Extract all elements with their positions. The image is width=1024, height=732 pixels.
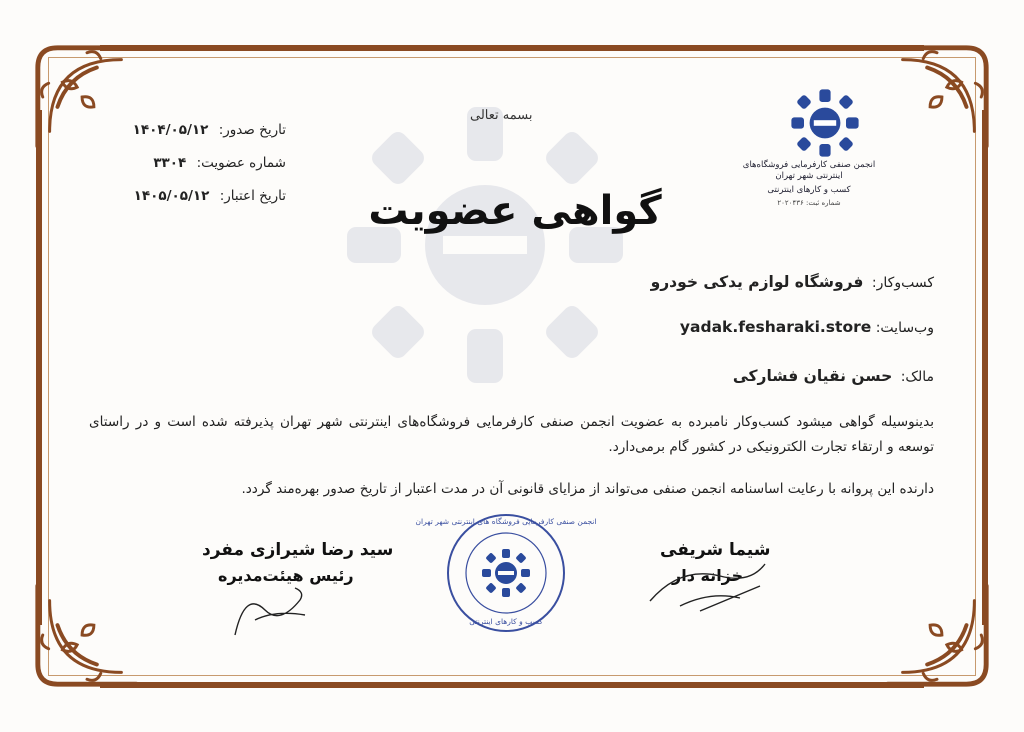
corner-ornament-top-right <box>878 38 996 156</box>
business-value: فروشگاه لوازم یدکی خودرو <box>650 273 864 291</box>
certificate-title: گواهی عضویت <box>368 188 662 234</box>
owner-value: حسن نقیان فشارکی <box>732 367 893 385</box>
website-value: yadak.fesharaki.store <box>679 318 872 336</box>
membership-no-row <box>153 155 286 171</box>
watermark-emblem <box>335 95 635 395</box>
issue-date-row <box>133 122 286 138</box>
treasurer-signature <box>640 556 780 616</box>
body-paragraph-1: بدینوسیله گواهی میشود کسب‌وکار نامبرده به عضویت انجمن صنفی کارفرمایی فروشگاه‌های اینترنتی شهر تهران پذیرفته شده است و در راستای توسعه و ارتقاء تجارت الکترونیکی در کشور گام برمی‌دارد. <box>89 414 934 455</box>
validity-date-label: تاریخ اعتبار: <box>219 188 286 204</box>
basmala: بسمه تعالی <box>470 108 533 123</box>
corner-ornament-bottom-right <box>878 576 996 694</box>
frame-right <box>982 110 988 625</box>
body-paragraph-2: دارنده این پروانه با رعایت اساسنامه انجمن صنفی می‌تواند از مزایای قانونی آن در مدت اعتبار از تاریخ صدور بهره‌مند گردد. <box>241 481 934 497</box>
chairman-role: رئیس هیئت‌مدیره <box>218 566 354 585</box>
owner-row <box>733 367 934 385</box>
business-row <box>651 273 934 291</box>
validity-date-value: ۱۴۰۵/۰۵/۱۲ <box>133 188 210 204</box>
owner-label: مالک: <box>900 369 934 385</box>
association-subtitle: کسب و کارهای اینترنتی <box>767 185 851 195</box>
validity-date-row <box>134 188 286 204</box>
treasurer-role: خزانه دار <box>672 566 744 585</box>
chairman-signature <box>225 580 315 640</box>
website-row <box>680 318 934 336</box>
treasurer-name: شیما شریفی <box>660 540 771 560</box>
chairman-name: سید رضا شیرازی مفرد <box>202 540 394 560</box>
seal-bottom-text: کسب و کارهای اینترنتی <box>469 617 543 626</box>
membership-no-value: ۳۳۰۴ <box>153 155 187 171</box>
association-registration: شماره ثبت: ۲۰۲۰۴۳۶ <box>777 199 841 207</box>
association-name: انجمن صنفی کارفرمایی فروشگاه‌های اینترنتی شهر تهران <box>742 160 876 181</box>
membership-no-label: شماره عضویت: <box>196 155 286 171</box>
issue-date-label: تاریخ صدور: <box>218 122 286 138</box>
association-logo <box>790 88 860 158</box>
frame-left <box>36 110 42 625</box>
corner-ornament-bottom-left <box>28 576 146 694</box>
frame-top <box>100 45 924 51</box>
corner-ornament-top-left <box>28 38 146 156</box>
issue-date-value: ۱۴۰۴/۰۵/۱۲ <box>132 122 209 138</box>
seal-ring-text: انجمن صنفی کارفرمایی فروشگاه های اینترنتی شهر تهران <box>415 517 597 526</box>
website-label: وب‌سایت: <box>875 320 934 336</box>
association-seal <box>415 510 597 636</box>
business-label: کسب‌وکار: <box>871 275 934 291</box>
frame-bottom <box>100 682 924 688</box>
